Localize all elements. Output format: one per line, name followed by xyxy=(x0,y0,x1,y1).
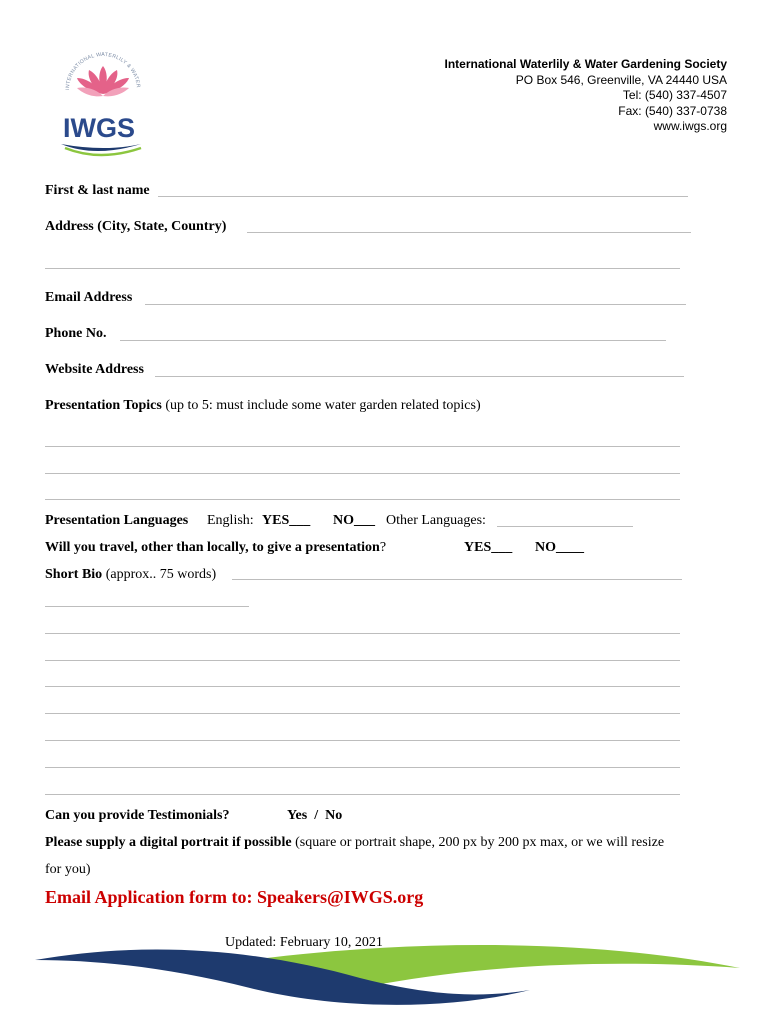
org-website: www.iwgs.org xyxy=(653,119,727,133)
address-field[interactable] xyxy=(247,216,691,232)
testimonials-label: Can you provide Testimonials? xyxy=(45,808,230,823)
travel-yes-option[interactable]: YES___ xyxy=(464,540,513,555)
bio-line-4 xyxy=(45,660,680,661)
bio-field-5[interactable] xyxy=(45,670,680,686)
bio-line-6 xyxy=(45,713,680,714)
topics-line-1 xyxy=(45,446,680,447)
bio-row xyxy=(45,567,216,583)
portrait-hint-continued: for you) xyxy=(45,862,91,877)
website-label: Website Address xyxy=(45,362,144,377)
phone-label: Phone No. xyxy=(45,326,107,341)
bio-line-9 xyxy=(45,794,680,795)
bio-label: Short Bio xyxy=(45,567,103,582)
website-field[interactable] xyxy=(155,360,684,376)
topics-field-1[interactable] xyxy=(45,430,680,446)
travel-no-option[interactable]: NO____ xyxy=(535,540,584,555)
bio-line-7 xyxy=(45,740,680,741)
bio-field-2[interactable] xyxy=(45,590,249,606)
phone-field[interactable] xyxy=(120,324,666,340)
english-no-option[interactable]: NO___ xyxy=(333,513,375,528)
org-fax: Fax: (540) 337-0738 xyxy=(618,103,727,118)
bio-field-4[interactable] xyxy=(45,644,680,660)
address-line-2 xyxy=(45,268,680,269)
portrait-row xyxy=(45,835,664,851)
org-tel: Tel: (540) 337-4507 xyxy=(622,88,727,102)
org-address: PO Box 546, Greenville, VA 24440 USA xyxy=(515,72,727,87)
name-line xyxy=(158,196,688,197)
address-field-2[interactable] xyxy=(45,252,680,268)
travel-row xyxy=(45,540,386,556)
footer-wave-decoration xyxy=(0,930,770,1024)
other-languages-field[interactable] xyxy=(497,510,633,526)
english-yes-option[interactable]: YES___ xyxy=(262,513,311,528)
email-field[interactable] xyxy=(145,288,686,304)
logo-acronym: IWGS xyxy=(63,113,135,143)
portrait-hint: (square or portrait shape, 200 px by 200 px max, or we will resize xyxy=(295,835,665,850)
iwgs-logo xyxy=(55,40,147,160)
address-label: Address (City, State, Country) xyxy=(45,219,227,234)
topics-field-2[interactable] xyxy=(45,457,680,473)
email-line xyxy=(145,304,686,305)
bio-line-2 xyxy=(45,606,249,607)
name-label: First & last name xyxy=(45,183,150,198)
english-label: English: xyxy=(207,513,254,528)
testimonials-options[interactable]: Yes / No xyxy=(287,808,343,823)
phone-line xyxy=(120,340,666,341)
updated-date: Updated: February 10, 2021 xyxy=(225,935,383,950)
other-languages-line xyxy=(497,526,633,527)
travel-label: Will you travel, other than locally, to give a presentation xyxy=(45,540,380,555)
bio-line-3 xyxy=(45,633,680,634)
topics-field-3[interactable] xyxy=(45,483,680,499)
logo-ring-text: INTERNATIONAL WATERLILY & WATER xyxy=(64,51,141,91)
topics-hint: (up to 5: must include some water garden related topics) xyxy=(165,398,481,413)
org-contact-block xyxy=(445,57,728,135)
name-field[interactable] xyxy=(158,180,688,196)
topics-label: Presentation Topics xyxy=(45,398,162,413)
bio-line-8 xyxy=(45,767,680,768)
travel-question-mark: ? xyxy=(379,540,387,555)
bio-line-1 xyxy=(232,579,682,580)
bio-field-8[interactable] xyxy=(45,751,680,767)
bio-hint: (approx.. 75 words) xyxy=(105,567,217,582)
bio-field-6[interactable] xyxy=(45,697,680,713)
topics-row xyxy=(45,398,481,414)
address-line xyxy=(247,232,691,233)
bio-field-7[interactable] xyxy=(45,724,680,740)
portrait-label: Please supply a digital portrait if possible xyxy=(45,835,292,850)
website-line xyxy=(155,376,684,377)
other-languages-label: Other Languages: xyxy=(386,513,486,528)
email-label: Email Address xyxy=(45,290,133,305)
languages-label: Presentation Languages xyxy=(45,513,189,528)
topics-line-3 xyxy=(45,499,680,500)
bio-line-5 xyxy=(45,686,680,687)
lotus-logo-icon xyxy=(55,40,147,160)
topics-line-2 xyxy=(45,473,680,474)
org-name: International Waterlily & Water Gardening Society xyxy=(444,57,727,71)
bio-field-1[interactable] xyxy=(232,563,682,579)
bio-field-9[interactable] xyxy=(45,778,680,794)
bio-field-3[interactable] xyxy=(45,617,680,633)
email-application-cta: Email Application form to: Speakers@IWGS.org xyxy=(45,887,424,907)
